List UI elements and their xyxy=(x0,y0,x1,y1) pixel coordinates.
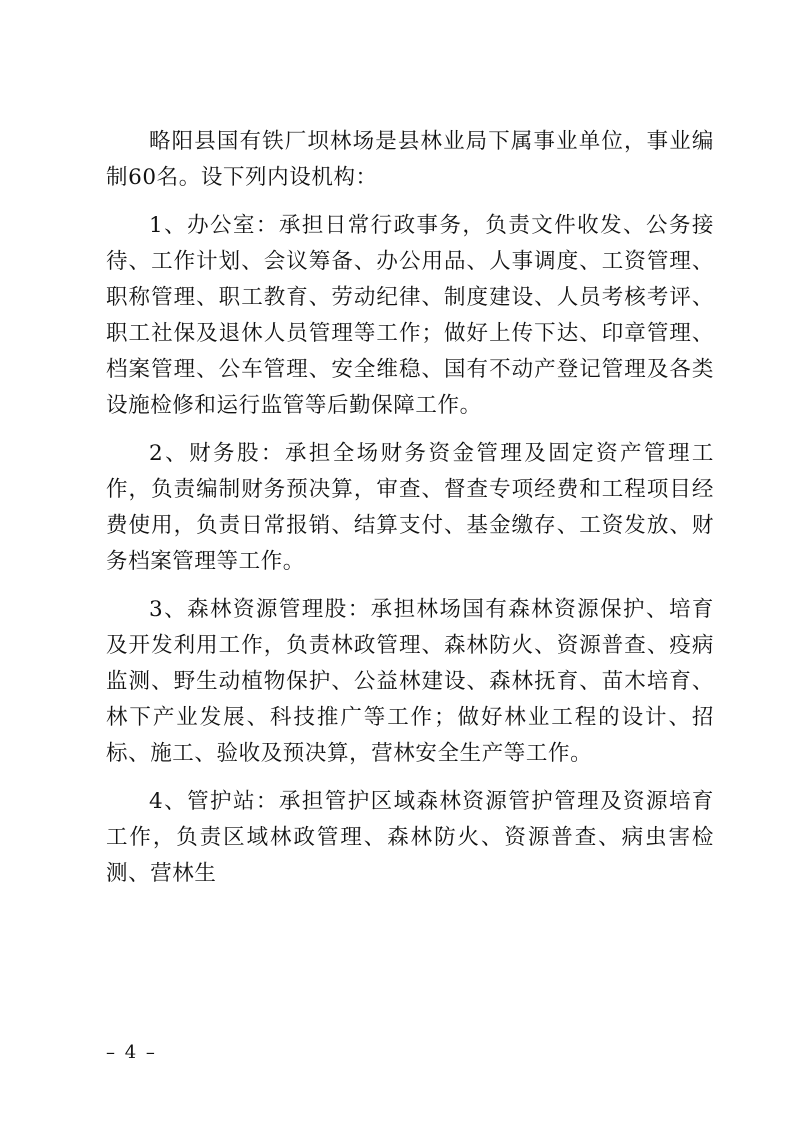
office-paragraph: 1、办公室：承担日常行政事务，负责文件收发、公务接待、工作计划、会议筹备、办公用品、人事调度、工资管理、职称管理、职工教育、劳动纪律、制度建设、人员考核考评、职工社保及退休人员管理等工作；做好上传下达、印章管理、档案管理、公车管理、安全维稳、国有不动产登记管理及各类设施检修和运行监管等后勤保障工作。 xyxy=(106,213,714,418)
intro-paragraph: 略阳县国有铁厂坝林场是县林业局下属事业单位，事业编制60名。设下列内设机构： xyxy=(106,129,714,190)
management-station-paragraph: 4、管护站：承担管护区域森林资源管护管理及资源培育工作，负责区域林政管理、森林防火、资源普查、病虫害检测、营林生 xyxy=(106,789,714,886)
document-body xyxy=(106,124,714,892)
forest-resources-paragraph: 3、森林资源管理股：承担林场国有森林资源保护、培育及开发利用工作，负责林政管理、森林防火、资源普查、疫病监测、野生动植物保护、公益林建设、森林抚育、苗木培育、林下产业发展、科技推广等工作；做好林业工程的设计、招标、施工、验收及预决算，营林安全生产等工作。 xyxy=(106,597,714,766)
finance-paragraph: 2、财务股：承担全场财务资金管理及固定资产管理工作，负责编制财务预决算，审查、督查专项经费和工程项目经费使用，负责日常报销、结算支付、基金缴存、工资发放、财务档案管理等工作。 xyxy=(106,441,714,574)
page-number: – 4 – xyxy=(106,1042,157,1063)
